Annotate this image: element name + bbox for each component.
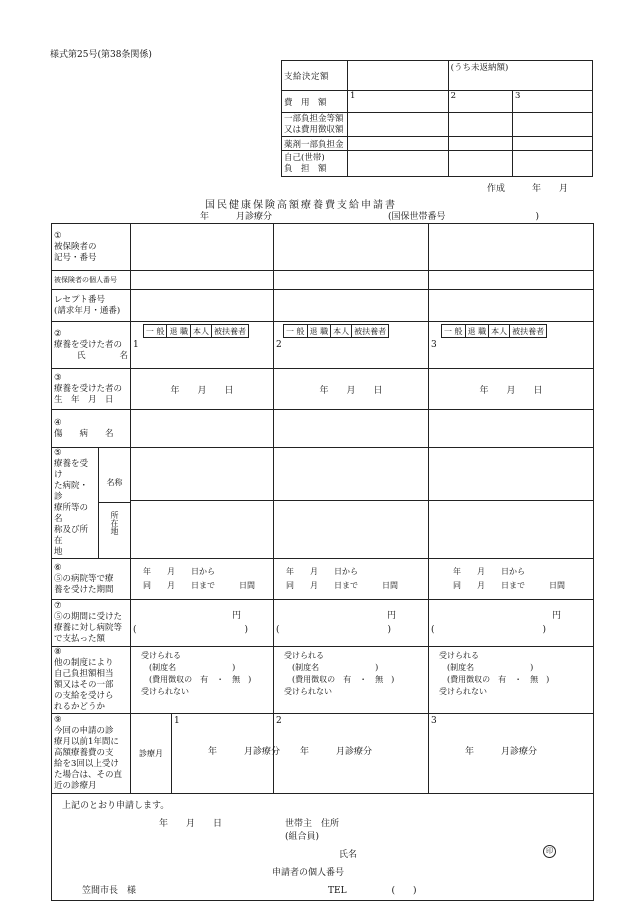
- partial-cell-3[interactable]: [513, 113, 593, 137]
- row-1-label-a: 被保険者の: [54, 241, 97, 252]
- check-general[interactable]: 一 般: [442, 325, 466, 338]
- consult-month-label: 診療月: [131, 714, 172, 794]
- r9-col-num-2: 2: [276, 716, 282, 726]
- period-from-1: 年 月 日から: [143, 567, 215, 576]
- personal-no-3[interactable]: [429, 271, 594, 290]
- row-8-label-d: の支給を受けら: [54, 691, 114, 701]
- row-3-label: [52, 369, 131, 410]
- decision-note: (うち未返納額): [448, 61, 592, 91]
- patient-name-3[interactable]: [429, 322, 594, 369]
- row-6-num: ⑥: [54, 562, 62, 573]
- check-retired[interactable]: 退 職: [307, 325, 331, 338]
- row-9-label-d: 給を3回以上受け: [54, 759, 119, 769]
- row-2-num: ②: [54, 328, 62, 339]
- check-self[interactable]: 本人: [489, 325, 510, 338]
- cost-col-2[interactable]: 2: [448, 91, 512, 113]
- recv-fee-3: (費用徴収の 有 ・ 無 ): [447, 675, 550, 684]
- disease-2[interactable]: [274, 410, 429, 448]
- row-9-label-b: 療月以前1年間に: [54, 737, 119, 747]
- cost-label: 費 用 額: [282, 91, 348, 113]
- self-cell-3[interactable]: [513, 151, 593, 177]
- recv-system-2: (制度名 ): [292, 663, 379, 672]
- hospital-name-1[interactable]: [131, 448, 274, 501]
- row-6-label-b: 養を受けた期間: [54, 584, 114, 595]
- receipt-no-1[interactable]: [131, 290, 274, 322]
- recv-fee-1: (費用徴収の 有 ・ 無 ): [149, 675, 252, 684]
- insured-number-3[interactable]: [429, 224, 594, 271]
- yen-1: 円: [231, 611, 241, 621]
- row-5-label-d: 称及び所在: [54, 525, 89, 546]
- row-2-label-b: 氏 名: [76, 350, 128, 361]
- row-9-label-a: 今回の申請の診: [54, 726, 114, 736]
- hospital-name-2[interactable]: [274, 448, 429, 501]
- category-checks-2: [283, 324, 389, 338]
- birth-date-3[interactable]: 年 月 日: [429, 369, 594, 410]
- other-system-1[interactable]: [131, 647, 274, 714]
- row-9-label-e: た場合は、その直: [54, 770, 123, 780]
- check-general[interactable]: 一 般: [284, 325, 308, 338]
- row-5-label-e: 地: [54, 547, 63, 557]
- row-5-label: [52, 448, 131, 559]
- period-2[interactable]: [274, 559, 429, 600]
- tel-field[interactable]: TEL ( ): [328, 886, 417, 896]
- hospital-address-label: 所在地: [110, 510, 119, 535]
- form-number: 様式第25号(第38条関係): [50, 50, 152, 60]
- r9-col-num-1: 1: [174, 716, 180, 726]
- applicant-personal-no-label: 申請者の個人番号: [272, 868, 345, 878]
- row-6-label-a: ⑤の病院等で療: [54, 573, 114, 584]
- application-date[interactable]: 年 月 日: [159, 819, 223, 829]
- page-title: 国民健康保険高額療養費支給申請書: [205, 200, 397, 211]
- recv-no-2[interactable]: 受けられない: [284, 687, 332, 696]
- seal-mark: 印: [543, 845, 556, 858]
- r9-val-2: 年 月診療分: [300, 747, 373, 757]
- row-5-label-c: 療所等の名: [54, 503, 89, 524]
- other-system-3[interactable]: [429, 647, 594, 714]
- row-8-label-e: れるかどうか: [54, 702, 106, 712]
- period-1[interactable]: [131, 559, 274, 600]
- subtitle-household: (国保世帯番号 ): [388, 212, 540, 222]
- row-9-label-f: 近の診療月: [54, 781, 97, 791]
- check-self[interactable]: 本人: [191, 325, 212, 338]
- row-5-label-inner: [52, 448, 130, 558]
- decision-amount-cell[interactable]: [348, 61, 449, 91]
- row-3-num: ③: [54, 372, 62, 383]
- receipt-no-3[interactable]: [429, 290, 594, 322]
- check-dependent[interactable]: 被扶養者: [510, 325, 547, 338]
- applicant-name-label: 氏名: [339, 850, 358, 860]
- mayor-addressee: 笠間市長 様: [82, 886, 137, 896]
- declaration-area: [52, 794, 594, 901]
- recv-no-1[interactable]: 受けられない: [141, 687, 189, 696]
- period-to-3: 同 月 日まで 日間: [453, 581, 565, 590]
- hospital-address-2[interactable]: [274, 501, 429, 559]
- row-9-num: ⑨: [54, 715, 62, 725]
- row-7-label-c: で支払った額: [54, 634, 106, 644]
- partial-label: [282, 113, 348, 137]
- insured-number-2[interactable]: [274, 224, 429, 271]
- row-7-label-b: 療養に対し病院等: [54, 623, 123, 633]
- hospital-address-3[interactable]: [429, 501, 594, 559]
- receipt-no-2[interactable]: [274, 290, 429, 322]
- partial-cell-2[interactable]: [448, 113, 512, 137]
- drug-cell-1[interactable]: [348, 137, 449, 151]
- birth-date-2[interactable]: 年 月 日: [274, 369, 429, 410]
- hospital-name-3[interactable]: [429, 448, 594, 501]
- check-retired[interactable]: 退 職: [167, 325, 191, 338]
- row-7-num: ⑦: [54, 601, 62, 611]
- cost-col-1[interactable]: 1: [348, 91, 449, 113]
- row-5-label-a: 療養を受け: [54, 459, 89, 480]
- personal-no-1[interactable]: [131, 271, 274, 290]
- drug-label: 薬剤一部負担金: [282, 137, 348, 151]
- row-4-label-a: 傷 病 名: [54, 428, 114, 439]
- row-5-desc: [52, 448, 99, 558]
- yen-2: 円: [386, 611, 396, 621]
- check-general[interactable]: 一 般: [143, 325, 167, 338]
- decision-label: 支給決定額: [282, 61, 348, 91]
- patient-name-2[interactable]: [274, 322, 429, 369]
- row-8-label-a: 他の制度により: [54, 658, 114, 668]
- self-cell-2[interactable]: [448, 151, 512, 177]
- r9-val-3: 年 月診療分: [465, 747, 538, 757]
- recv-system-1: (制度名 ): [149, 663, 236, 672]
- row-9-label-c: 高額療養費の支: [54, 748, 114, 758]
- row-3-label-b: 生 年 月 日: [54, 394, 114, 405]
- r9-col-num-3: 3: [431, 716, 437, 726]
- consult-month-2[interactable]: [274, 714, 429, 794]
- receipt-label: [52, 290, 131, 322]
- check-dependent[interactable]: 被扶養者: [352, 325, 389, 338]
- receipt-label-b: (請求年月・通番): [54, 305, 121, 316]
- period-from-3: 年 月 日から: [453, 567, 525, 576]
- personal-no-2[interactable]: [274, 271, 429, 290]
- row-2-label-a: 療養を受けた者の: [54, 339, 123, 350]
- subtitle-period: 年 月診療分: [200, 212, 273, 222]
- disease-1[interactable]: [131, 410, 274, 448]
- row-1-num: ①: [54, 230, 62, 241]
- row-4-num: ④: [54, 417, 62, 428]
- recv-yes-3[interactable]: 受けられる: [439, 651, 479, 660]
- declaration-text: 上記のとおり申請します。: [62, 801, 170, 811]
- insured-number-1[interactable]: [131, 224, 274, 271]
- paren-2: ( ): [276, 625, 392, 635]
- disease-3[interactable]: [429, 410, 594, 448]
- self-cell-1[interactable]: [348, 151, 449, 177]
- check-retired[interactable]: 退 職: [465, 325, 489, 338]
- paid-amount-2[interactable]: [274, 600, 429, 647]
- check-self[interactable]: 本人: [331, 325, 352, 338]
- self-label-1: 自己(世帯): [284, 152, 325, 163]
- col-num-1: 1: [133, 340, 139, 350]
- paid-amount-1[interactable]: [131, 600, 274, 647]
- period-to-1: 同 月 日まで 日間: [143, 581, 255, 590]
- row-8-label-b: 自己負担額相当: [54, 669, 114, 679]
- hospital-address-1[interactable]: [131, 501, 274, 559]
- row-4-label: [52, 410, 131, 448]
- self-label-2: 負 担 額: [284, 163, 327, 174]
- row-5-sub: [99, 448, 131, 558]
- col-num-2: 2: [276, 340, 282, 350]
- row-8-num: ⑧: [54, 647, 62, 657]
- row-8-label-c: 額又はその一部: [54, 680, 114, 690]
- drug-cell-3[interactable]: [513, 137, 593, 151]
- consult-month-1[interactable]: [172, 714, 281, 794]
- main-form-table: [51, 223, 594, 901]
- row-5-num: ⑤: [54, 448, 62, 458]
- payment-summary-table: [281, 60, 593, 177]
- patient-name-1[interactable]: [131, 322, 274, 369]
- row-7-label-a: ⑤の期間に受けた: [54, 612, 123, 622]
- hospital-name-label: 名称: [99, 464, 130, 503]
- row-5-label-b: た病院・診: [54, 481, 89, 502]
- cost-col-3[interactable]: 3: [513, 91, 593, 113]
- birth-date-1[interactable]: 年 月 日: [131, 369, 274, 410]
- r9-val-1: 年 月診療分: [208, 747, 281, 757]
- row-3-label-a: 療養を受けた者の: [54, 383, 123, 394]
- recv-yes-1[interactable]: 受けられる: [141, 651, 181, 660]
- created-date: 作成 年 月: [487, 184, 569, 194]
- partial-label-2: 又は費用徴収額: [284, 124, 344, 135]
- row-6-label: [52, 559, 131, 600]
- receipt-label-a: レセプト番号: [54, 294, 106, 305]
- paren-3: ( ): [431, 625, 547, 635]
- check-dependent[interactable]: 被扶養者: [212, 325, 249, 338]
- period-3[interactable]: [429, 559, 594, 600]
- category-checks-3: [441, 324, 547, 338]
- paren-1: ( ): [133, 625, 249, 635]
- period-from-2: 年 月 日から: [286, 567, 358, 576]
- row-8-label: [52, 647, 131, 714]
- yen-3: 円: [551, 611, 561, 621]
- row-1-label-b: 記号・番号: [54, 252, 97, 263]
- consult-month-3[interactable]: [429, 714, 594, 794]
- row-1-label: [52, 224, 131, 271]
- recv-system-3: (制度名 ): [447, 663, 534, 672]
- personal-no-label: 被保険者の個人番号: [52, 271, 131, 290]
- period-to-2: 同 月 日まで 日間: [286, 581, 398, 590]
- col-num-3: 3: [431, 340, 437, 350]
- category-checks-1: [143, 324, 249, 338]
- self-label: [282, 151, 348, 177]
- householder-address-label: 世帯主 住所: [285, 819, 340, 829]
- recv-yes-2[interactable]: 受けられる: [284, 651, 324, 660]
- partial-cell-1[interactable]: [348, 113, 449, 137]
- row-2-label: [52, 322, 131, 369]
- union-member-label: (組合員): [285, 832, 320, 842]
- recv-fee-2: (費用徴収の 有 ・ 無 ): [292, 675, 395, 684]
- drug-cell-2[interactable]: [448, 137, 512, 151]
- recv-no-3[interactable]: 受けられない: [439, 687, 487, 696]
- other-system-2[interactable]: [274, 647, 429, 714]
- row-7-label: [52, 600, 131, 647]
- row-9-label: [52, 714, 131, 794]
- partial-label-1: 一部負担金等額: [284, 113, 344, 124]
- paid-amount-3[interactable]: [429, 600, 594, 647]
